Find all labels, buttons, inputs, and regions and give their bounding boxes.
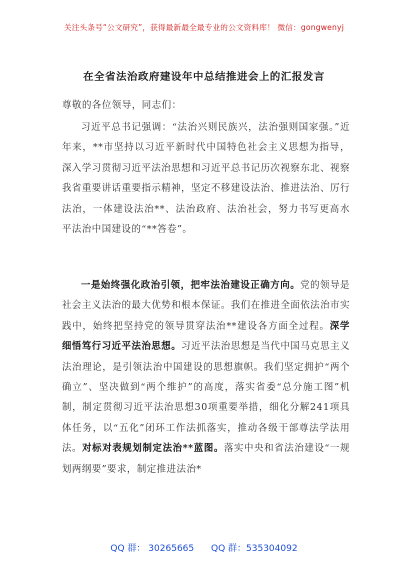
paragraph-2-text-1: 党的领导是社会主义法治的最大优势和根本保证。我们在推进全面依法治市实践中，始终把坚持党的领导贯穿法治**建设各方面全过程。 xyxy=(62,280,350,332)
paragraph-2-subheading-2: 对标对表规划制定法治**蓝图。 xyxy=(82,443,224,455)
paragraph-2-subheading-1: 深学细悟笃行习近平法治思想。 xyxy=(62,320,350,353)
document-title: 在全省法治政府建设年中总结推进会上的汇报发言 xyxy=(83,71,325,83)
footer-qq-group-2: QQ 群：535304092 xyxy=(211,544,298,554)
paragraph-2-text-2: 习近平法治思想是当代中国马克思主义法治理论，是引领法治中国建设的思想旗帜。我们坚定拥护“两个确立”、坚决做到“两个维护”的高度，落实省委“总分施工图”机制，制定贯彻习近平法治思想30项重要举措，细化分解241项具体任务，以“五化”闭环工作法抓落实，推动各级干部尊法学法用法。 xyxy=(62,341,350,455)
paragraph-2-text-3: 落实中央和省法治建设“一规划两纲要”要求，制定推进法治* xyxy=(62,443,350,475)
footer-qq-group-1: QQ 群： 30265665 xyxy=(110,544,195,554)
paragraph-2 xyxy=(62,276,350,480)
salutation: 尊敬的各位领导，同志们： xyxy=(62,100,182,111)
footer-contacts xyxy=(0,541,408,554)
paragraph-1: 习近平总书记强调：“法治兴则民族兴，法治强则国家强。”近年来，**市坚持以习近平新时代中国特色社会主义思想为指导，深入学习贯彻习近平法治思想和习近平总书记历次视察东北、视察我省重要讲话重要指示精神，坚定不移建设法治、推进法治、厉行法治，一体建设法治**、法治政府、法治社会，努力书写更高水平法治中国建设的“**答卷”。 xyxy=(62,122,350,236)
header-note: 关注头条号“公文研究”，获得最新最全最专业的公文资料库！ 微信：gongwenyj xyxy=(63,23,345,32)
paragraph-2-heading: 一是始终强化政治引领，把牢法治建设正确方向。 xyxy=(81,280,301,291)
